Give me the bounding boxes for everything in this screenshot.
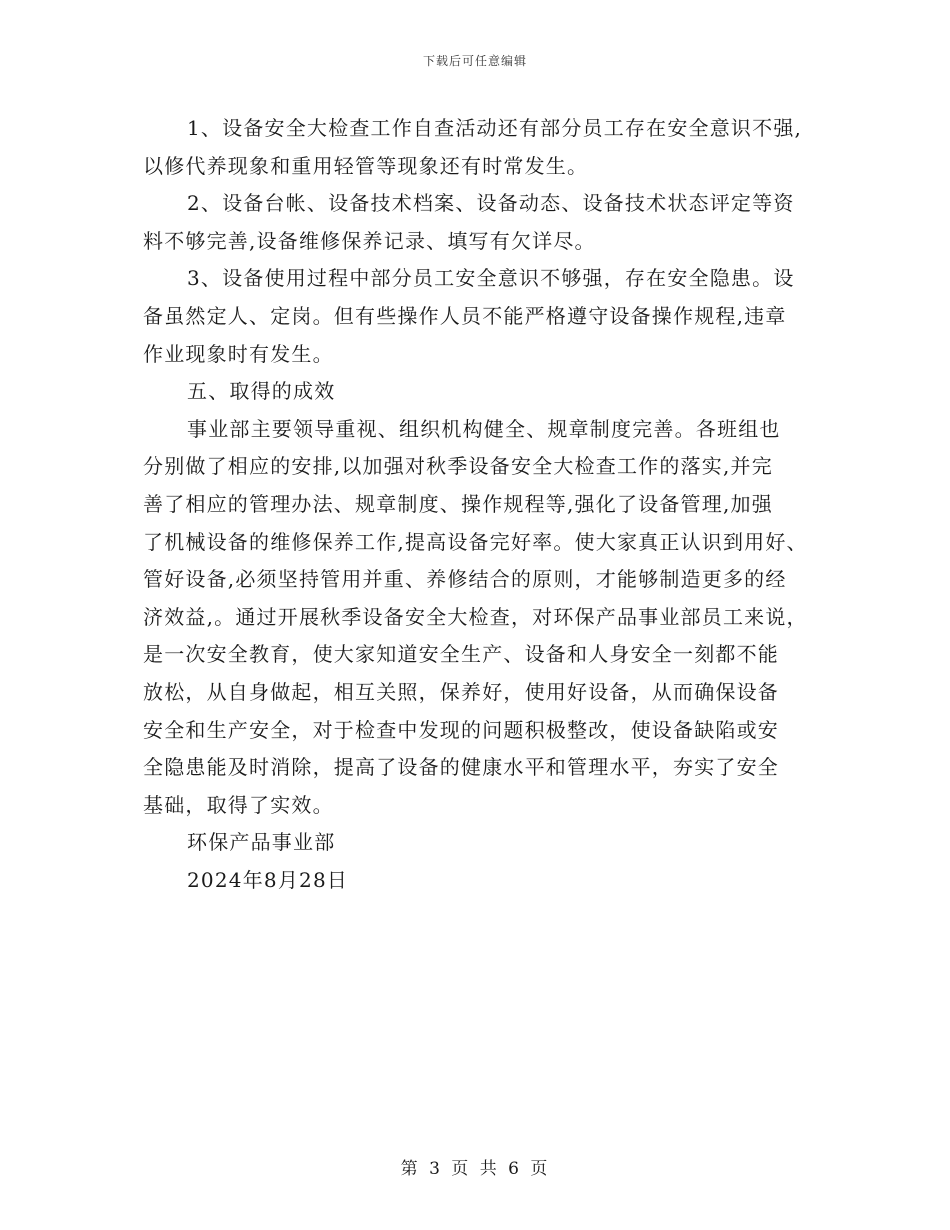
body-line: 备虽然定人、定岗。但有些操作人员不能严格遵守设备操作规程,违章: [143, 303, 787, 328]
body-line: 作业现象时有发生。: [143, 341, 334, 366]
body-line: 以修代养现象和重用轻管等现象还有时常发生。: [143, 153, 589, 178]
body-line: 善了相应的管理办法、规章制度、操作规程等,强化了设备管理,加强: [143, 491, 773, 516]
section-heading: 五、取得的成效: [187, 379, 336, 404]
body-line: 全隐患能及时消除，提高了设备的健康水平和管理水平，夯实了安全: [143, 755, 779, 780]
signature-date: 2024年8月28日: [187, 867, 349, 892]
body-line: 济效益,。通过开展秋季设备安全大检查，对环保产品事业部员工来说，: [143, 604, 808, 629]
body-line: 安全和生产安全，对于检查中发现的问题积极整改，使设备缺陷或安: [143, 717, 779, 742]
document-body: [143, 110, 811, 899]
body-line: 放松，从自身做起，相互关照，保养好，使用好设备，从而确保设备: [143, 679, 779, 704]
body-line: 了机械设备的维修保养工作,提高设备完好率。使大家真正认识到用好、: [143, 529, 808, 554]
body-line: 2、设备台帐、设备技术档案、设备动态、设备技术状态评定等资: [187, 191, 795, 216]
body-line: 料不够完善,设备维修保养记录、填写有欠详尽。: [143, 228, 596, 253]
body-line: 1、设备安全大检查工作自查活动还有部分员工存在安全意识不强,: [187, 116, 803, 140]
page-header: 下载后可任意编辑: [422, 54, 527, 68]
page-number: 第 3 页 共 6 页: [400, 1159, 550, 1179]
body-line: 管好设备,必须坚持管用并重、养修结合的原则，才能够制造更多的经: [143, 567, 787, 592]
body-line: 事业部主要领导重视、组织机构健全、规章制度完善。各班组也: [187, 416, 781, 441]
body-line: 3、设备使用过程中部分员工安全意识不够强，存在安全隐患。设: [187, 266, 795, 291]
body-line: 是一次安全教育，使大家知道安全生产、设备和人身安全一刻都不能: [143, 642, 779, 667]
signature-organization: 环保产品事业部: [187, 830, 336, 855]
body-line: 基础，取得了实效。: [143, 792, 334, 817]
body-line: 分别做了相应的安排,以加强对秋季设备安全大检查工作的落实,并完: [143, 454, 773, 479]
